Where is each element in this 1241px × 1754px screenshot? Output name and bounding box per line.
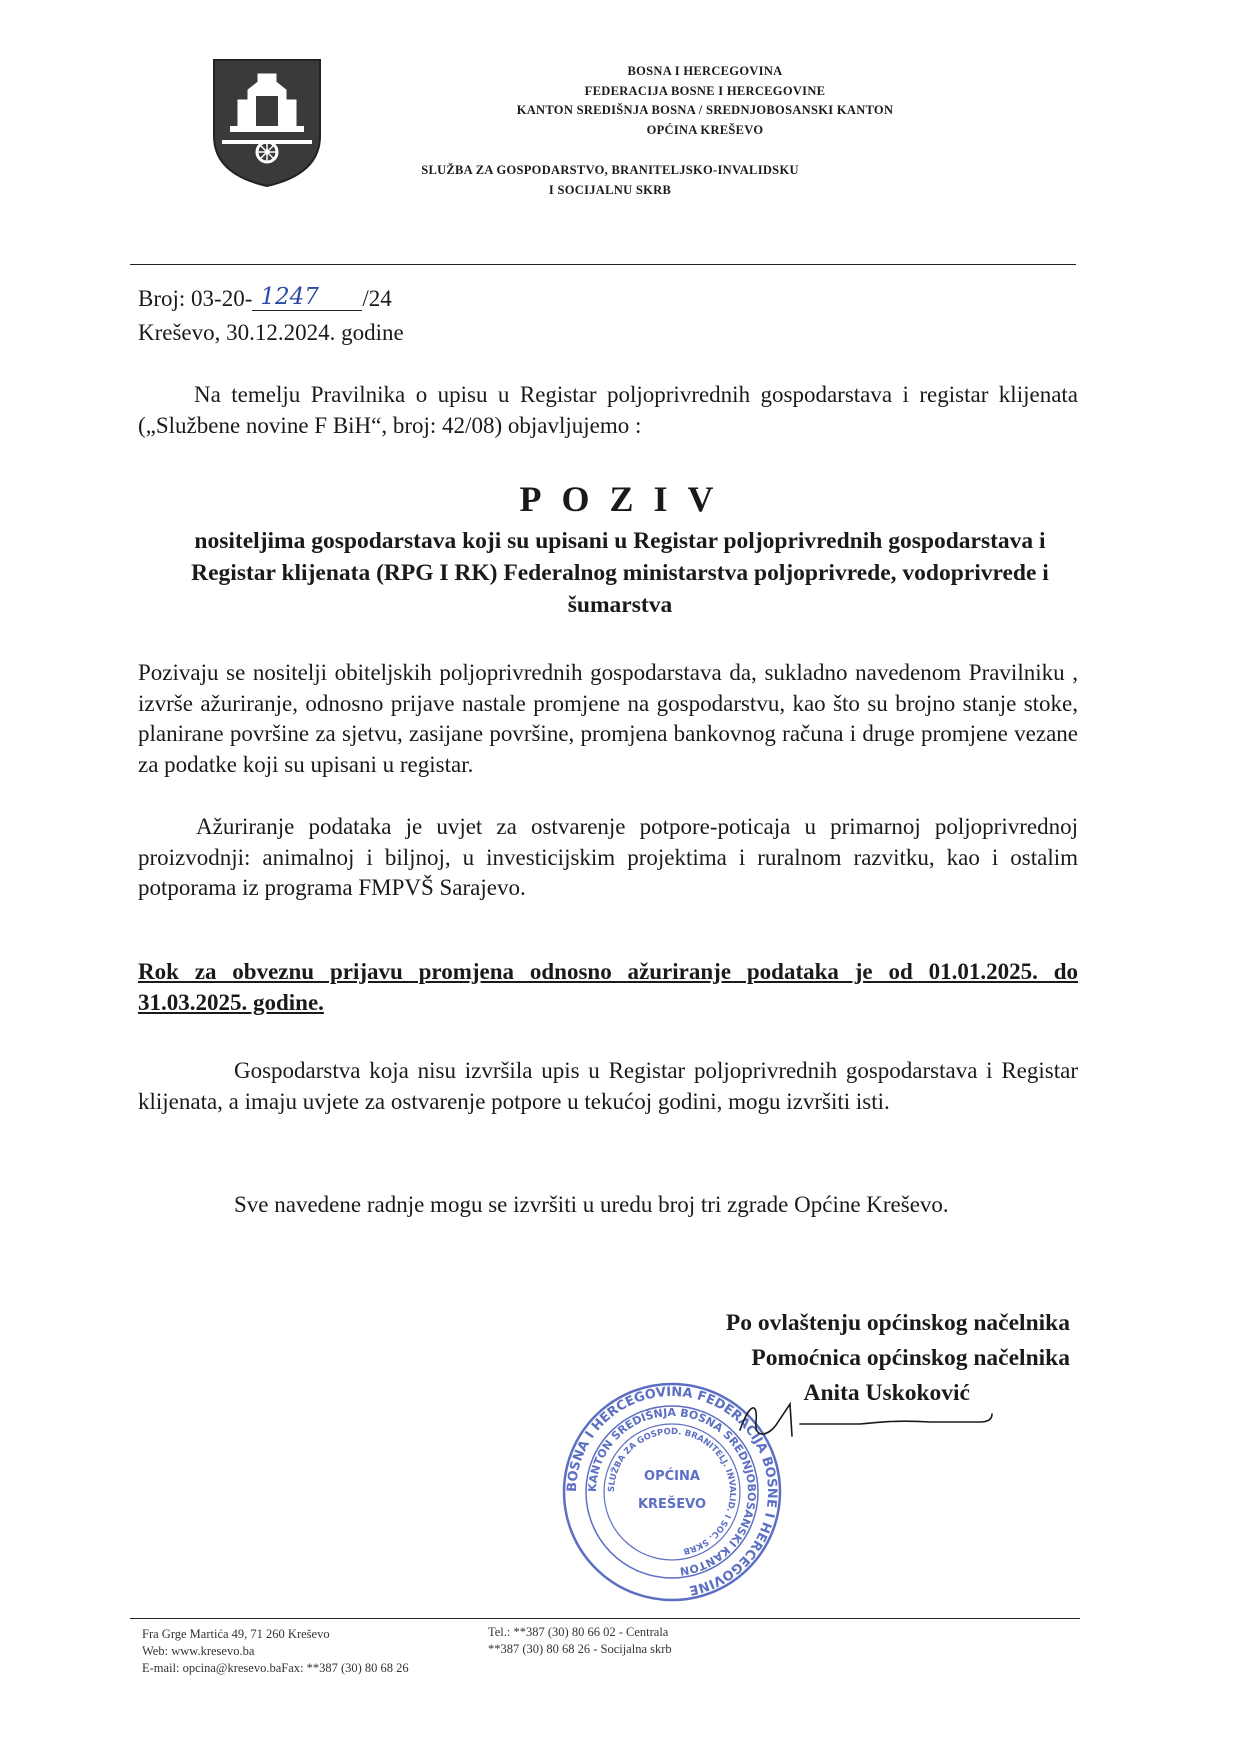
header-country: BOSNA I HERCEGOVINA	[627, 64, 783, 78]
paragraph-update-condition: Ažuriranje podataka je uvjet za ostvarenje potpore-poticaja u primarnoj poljoprivrednoj proizvodnji: animalnoj i biljnoj, u investicijskim projektima i ruralnom razvitku, kao i ostalim potporama iz programa FMPVŠ Sarajevo.	[138, 814, 1078, 900]
signatory-name: Anita Uskoković	[803, 1380, 970, 1406]
footer-address: Fra Grge Martića 49, 71 260 Kreševo	[142, 1627, 330, 1641]
footer-web: Web: www.kresevo.ba	[142, 1644, 255, 1658]
header-canton: KANTON SREDIŠNJA BOSNA / SREDNJOBOSANSKI KANTON	[516, 103, 894, 117]
intro-paragraph: Na temelju Pravilnika o upisu u Registar poljoprivrednih gospodarstava i registar klijenata („Službene novine F BiH“, broj: 42/08) objavljujemo :	[138, 382, 1078, 438]
stamp-center-top: OPĆINA	[644, 1469, 700, 1484]
deadline-notice: Rok za obveznu prijavu promjena odnosno ažuriranje podataka je od 01.01.2025. do 31.03.2025. godine.	[138, 959, 1078, 1015]
department-line-1: SLUŽBA ZA GOSPODARSTVO, BRANITELJSKO-INVALIDSKU	[421, 163, 799, 177]
paragraph-invitation: Pozivaju se nositelji obiteljskih poljoprivrednih gospodarstava da, sukladno navedenom Pravilniku , izvrše ažuriranje, odnosno prijave nastale promjene na gospodarstvu, kao što su brojno stanje stoke, planirane površine za sjetvu, zasijane površine, promjena bankovnog računa i druge promjene vezane za podatke koji su upisani u registar.	[138, 660, 1078, 777]
department-line-2: I SOCIJALNU SKRB	[548, 183, 672, 197]
stamp-ring-text: KANTON SREDIŠNJA BOSNA SREDNJOBOSANSKI KANTON	[585, 1405, 759, 1578]
reference-number	[138, 286, 392, 313]
footer-divider	[130, 1618, 1080, 1619]
footer-fax: Fax: **387 (30) 80 68 26	[281, 1661, 409, 1675]
header-department	[355, 160, 865, 200]
signature-title-line: Pomoćnica općinskog načelnika	[751, 1345, 1070, 1371]
header-federation: FEDERACIJA BOSNE I HERCEGOVINE	[584, 84, 826, 98]
reference-prefix: Broj: 03-20-	[138, 286, 253, 311]
municipality-crest-logo	[208, 56, 326, 190]
stamp-inner-text: SLUŽBA ZA GOSPOD. BRANITELJ. INVALID. I SOC. SKRB	[606, 1426, 738, 1556]
footer-email: E-mail: opcina@kresevo.ba	[142, 1661, 282, 1675]
reference-handwritten-number: 1247	[252, 284, 362, 311]
place-and-date: Kreševo, 30.12.2024. godine	[138, 320, 404, 345]
stamp-center-bottom: KREŠEVO	[637, 1497, 707, 1512]
signature-authority-line: Po ovlaštenju općinskog načelnika	[725, 1310, 1070, 1336]
footer-contact-right	[488, 1624, 672, 1658]
document-subtitle: nositeljima gospodarstava koji su upisani u Registar poljoprivrednih gospodarstava i Registar klijenata (RPG I RK) Federalnog ministarstva poljoprivrede, vodoprivrede i šumarstva	[191, 528, 1049, 618]
document-title: POZIV	[519, 479, 734, 519]
reference-suffix: /24	[362, 286, 392, 311]
header-municipality: OPĆINA KREŠEVO	[646, 123, 764, 137]
footer-phone-social: **387 (30) 80 68 26 - Socijalna skrb	[488, 1642, 672, 1656]
paragraph-new-registration: Gospodarstva koja nisu izvršila upis u Registar poljoprivrednih gospodarstava i Registar klijenata, a imaju uvjete za ostvarenje potpore u tekućoj godini, mogu izvršiti isti.	[138, 1058, 1078, 1114]
footer-contact-left	[142, 1626, 409, 1677]
handwritten-signature	[730, 1392, 1010, 1452]
paragraph-office-location: Sve navedene radnje mogu se izvršiti u uredu broj tri zgrade Općine Kreševo.	[234, 1192, 949, 1217]
stamp-outer-text: BOSNA I HERCEGOVINA FEDERACIJA BOSNE I HERCEGOVINE	[564, 1384, 780, 1598]
header-divider	[130, 264, 1076, 265]
footer-phone-central: Tel.: **387 (30) 80 66 02 - Centrala	[488, 1625, 669, 1639]
